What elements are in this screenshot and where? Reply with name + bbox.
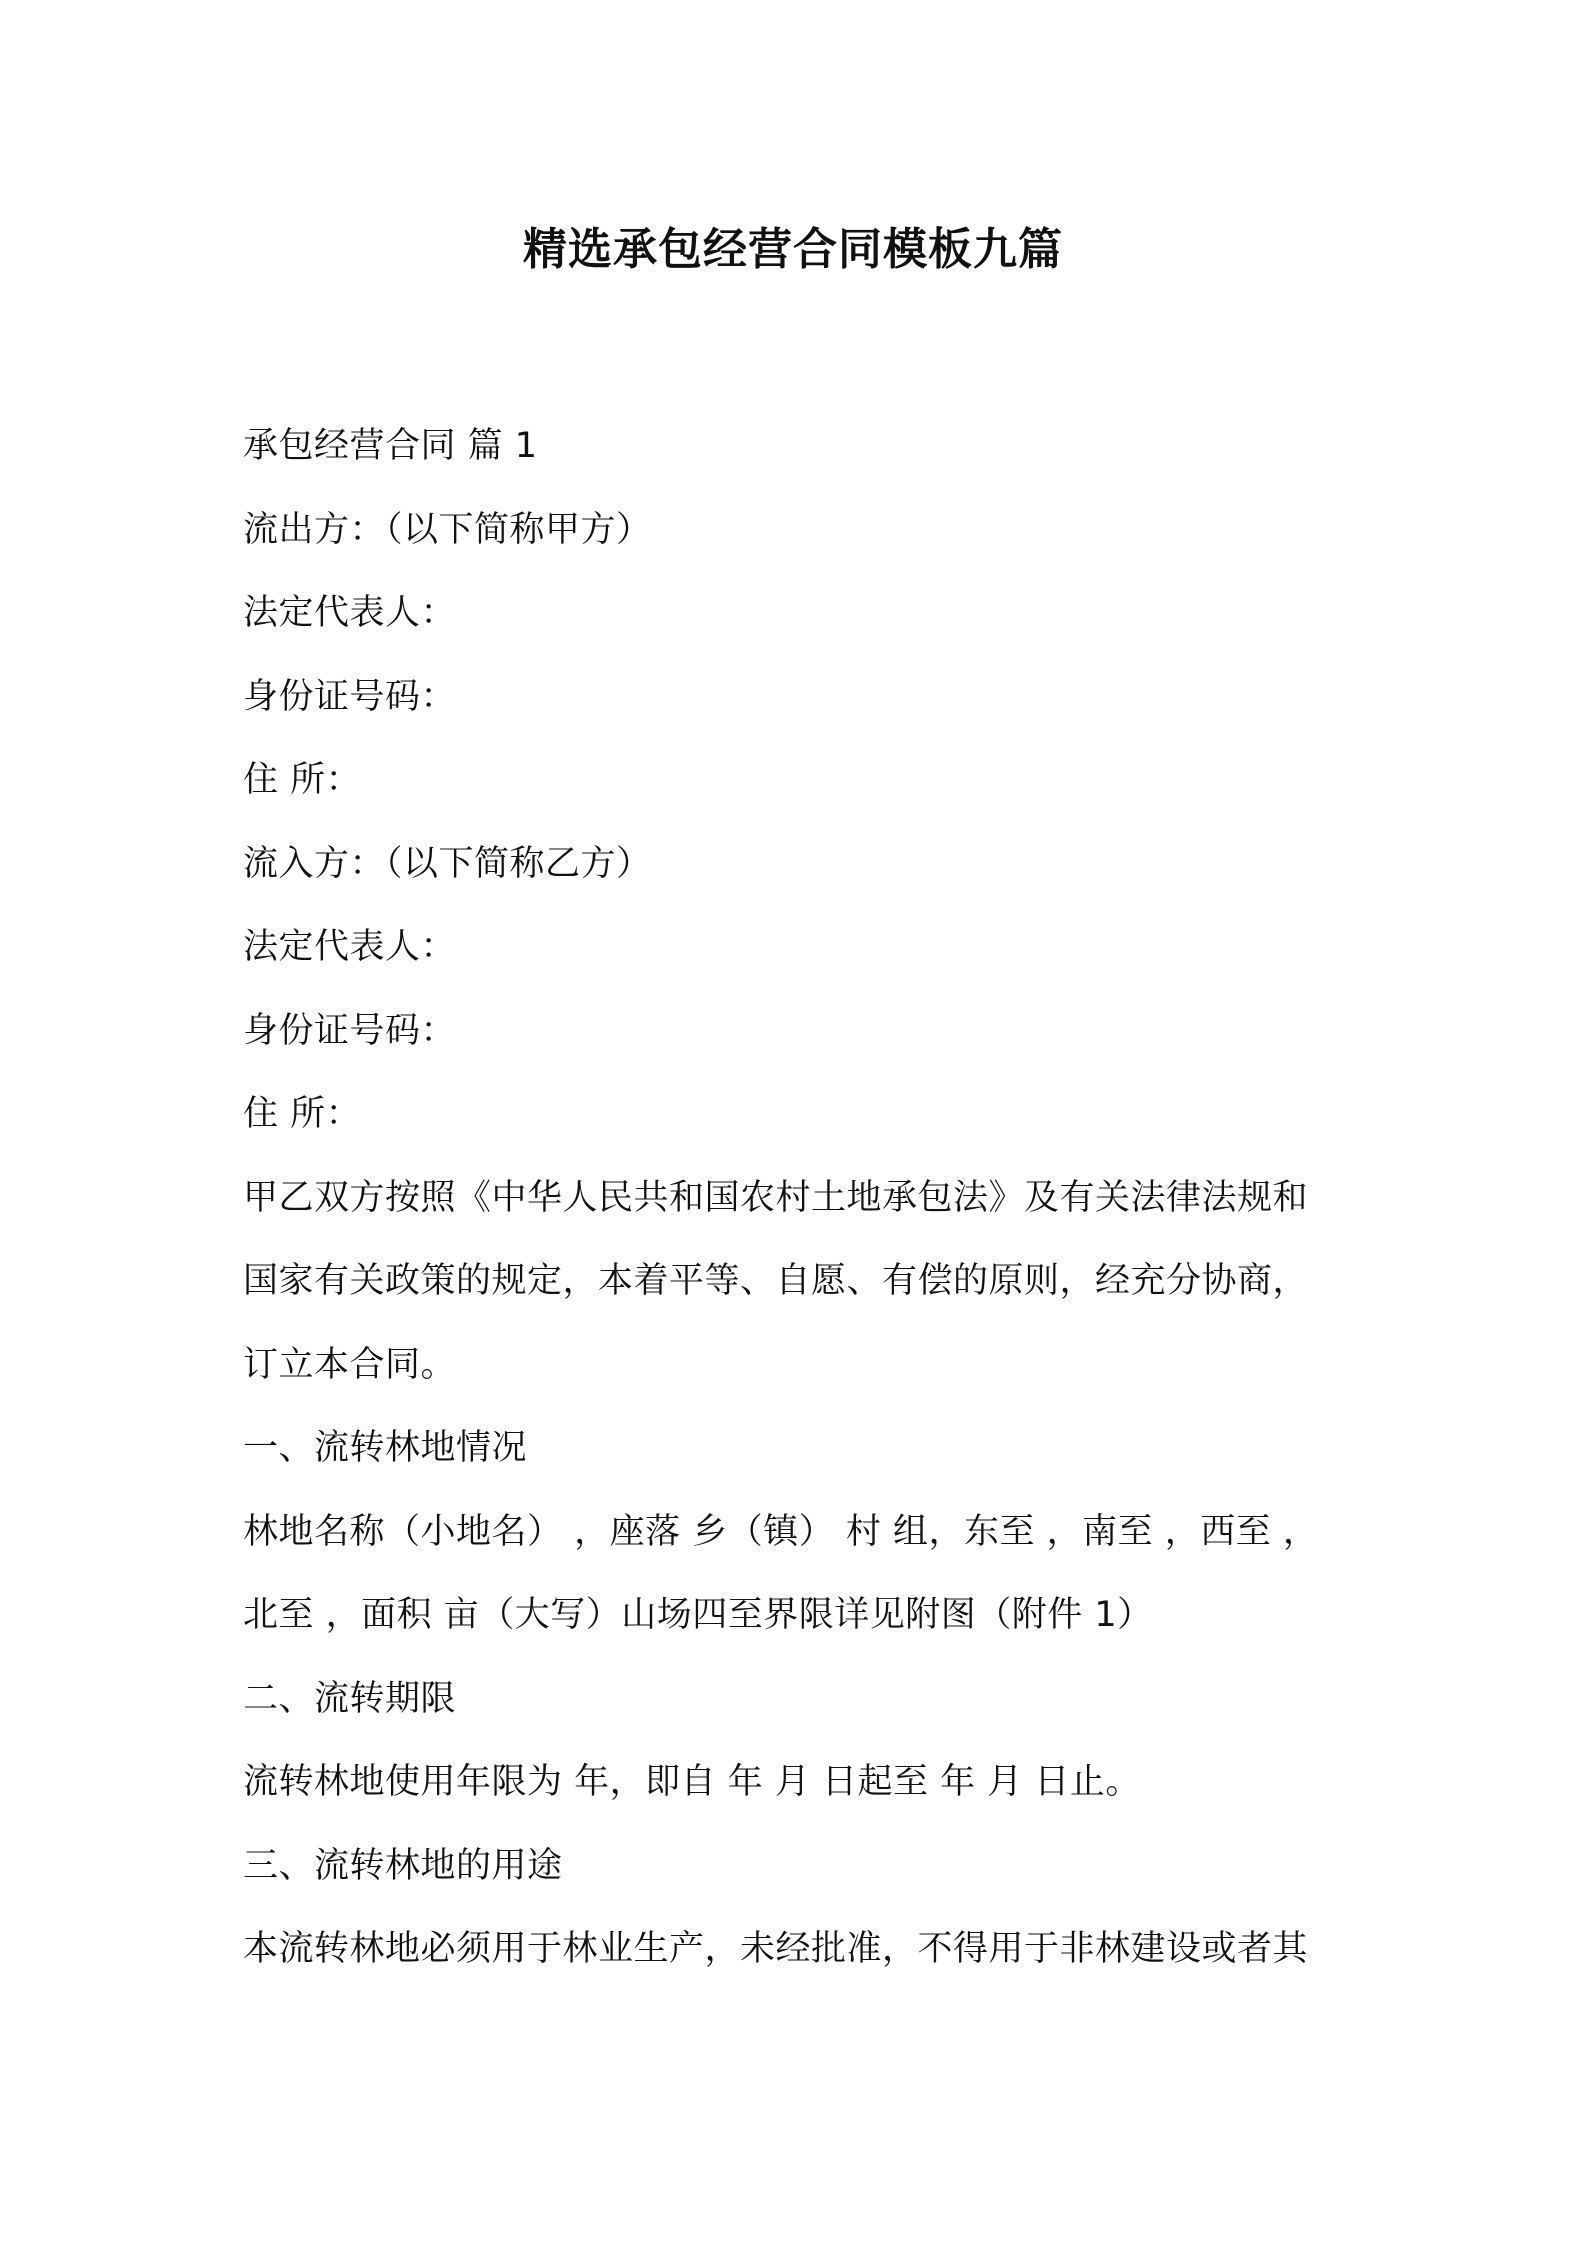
clause-1-text-line-1: 林地名称（小地名） ，座落 乡（镇） 村 组，东至 ，南至 ，西至 ， (243, 1511, 1319, 1552)
clause-2-heading: 二、流转期限 (243, 1678, 457, 1719)
clause-3-heading: 三、流转林地的用途 (243, 1845, 563, 1886)
document-body (243, 405, 1363, 1992)
clause-1-text-line-2: 北至 ，面积 亩（大写）山场四至界限详见附图（附件 1） (243, 1595, 1153, 1635)
party-a-line: 流出方：（以下简称甲方） (243, 509, 652, 550)
party-a-representative: 法定代表人： (243, 593, 457, 633)
section-heading-part1: 承包经营合同 篇 1 (243, 426, 538, 466)
preamble-line-2: 国家有关政策的规定，本着平等、自愿、有偿的原则，经充分协商， (243, 1261, 1309, 1301)
party-b-address: 住 所： (243, 1094, 362, 1134)
clause-1-heading: 一、流转林地情况 (243, 1428, 528, 1468)
party-a-id-number: 身份证号码： (243, 676, 457, 717)
preamble-line-3: 订立本合同。 (243, 1344, 457, 1385)
clause-2-text: 流转林地使用年限为 年，即自 年 月 日起至 年 月 日止。 (243, 1762, 1141, 1802)
party-b-representative: 法定代表人： (243, 927, 457, 967)
party-b-id-number: 身份证号码： (243, 1010, 457, 1051)
clause-3-text: 本流转林地必须用于林业生产，未经批准，不得用于非林建设或者其 (243, 1929, 1309, 1969)
party-b-line: 流入方：（以下简称乙方） (243, 843, 652, 884)
preamble-line-1: 甲乙双方按照《中华人民共和国农村土地承包法》及有关法律法规和 (243, 1177, 1309, 1218)
document-title: 精选承包经营合同模板九篇 (523, 224, 1063, 275)
party-a-address: 住 所： (243, 760, 362, 800)
